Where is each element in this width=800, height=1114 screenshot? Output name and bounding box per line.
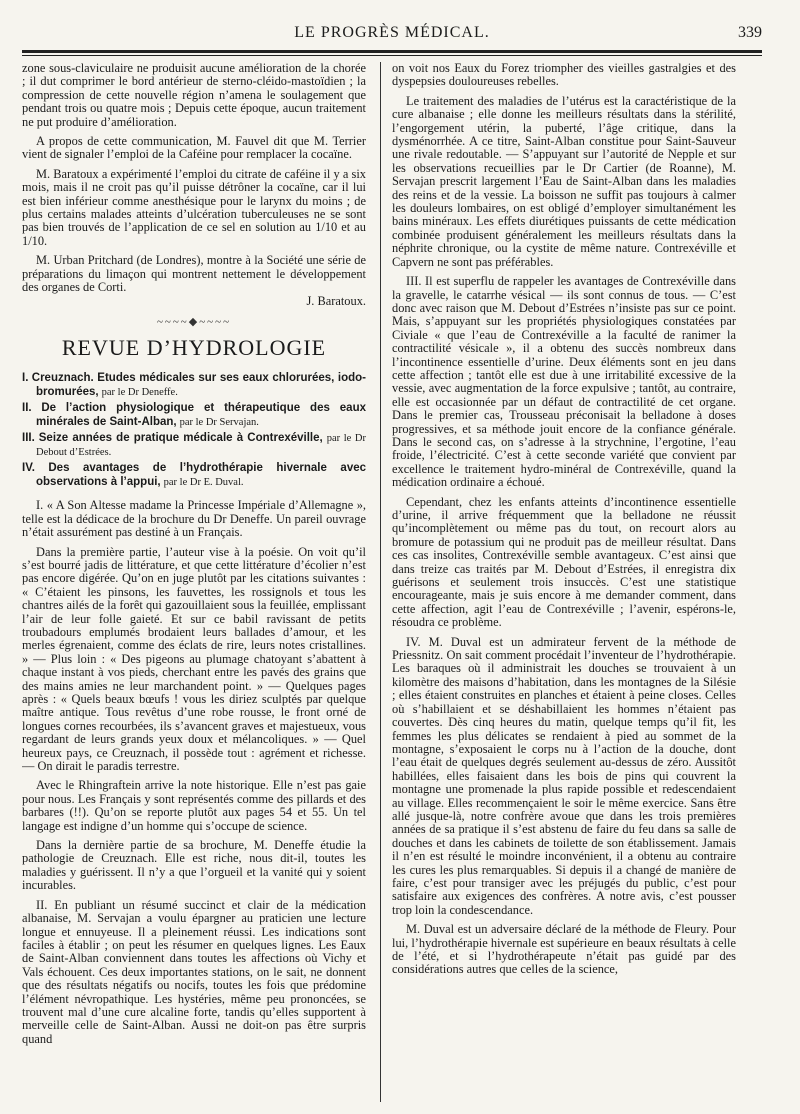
- toc-item: [22, 461, 366, 489]
- ornament-divider: ~~~~◆~~~~: [156, 315, 232, 328]
- paragraph: IV. M. Duval est un admirateur fervent de la méthode de Priessnitz. On sait comment procédait l’inventeur de l’hydrothérapie. Les baraques où il administrait les douches se trouvaient à un kilomètre des maisons d’habitation, dans les montagnes de la Silésie ; elles étaient construites en planches et étaient à peine closes. Celles où s’habillaient et se déshabillaient les hommes n’étaient pas couvertes. Dès cinq heures du matin, quelque temps qu’il fit, les femmes les plus délicates se rendaient à pied au sommet de la montagne, s’exposaient le corps nu à l’action de la douche, dont l’eau était de quelques degrés seulement au-dessus de zéro. Aussitôt habillées, elles faisaient dans les bois de pins qui couvrent la montagne une promenade la plus rapide possible et redescendaient au village. Elles recommençaient le soir le même exercice. Sans être allé jusque-là, notre confrère avoue que dans les trois premières années de sa pratique il s’est abstenu de faire du feu dans sa salle de douches et dans les cabinets de toilette de son établissement. Jamais il n’en est résulté le moindre inconvénient, il a obtenu au contraire les cures les plus remarquables. Si depuis il a changé de manière de faire, c’est pour transiger avec les préjugés du public, c’est pour satisfaire aux exigences des confrères. A notre avis, c’est pousser trop loin la condescendance.: [392, 634, 736, 917]
- signature: J. Baratoux.: [306, 293, 366, 308]
- toc-title: Des avantages de l’hydrothérapie hivernale avec observations à l’appui,: [36, 462, 366, 489]
- page-number: 339: [738, 24, 762, 41]
- paragraph: A propos de cette communication, M. Fauvel dit que M. Terrier vient de signaler l’emploi de la Caféine pour remplacer la cocaïne.: [22, 134, 366, 162]
- paragraph: M. Urban Pritchard (de Londres), montre à la Société une série de préparations du limaçon qui montrent nettement le développement des organes de Corti.: [22, 253, 366, 295]
- paragraph: I. « A Son Altesse madame la Princesse Impériale d’Allemagne », telle est la dédicace de la brochure du Dr Deneffe. Un pareil ouvrage n’était assurément pas destiné à un Français.: [22, 498, 366, 540]
- toc-author: par le Dr E. Duval.: [163, 477, 244, 489]
- paragraph: zone sous-claviculaire ne produisit aucune amélioration de la chorée ; il dut comprimer le bord antérieur de sterno-cléido-mastoïdien ; la compression de cette nouvelle région n’amena le soulagement que pendant trois ou quatre mois ; Depuis cette époque, aucun traitement ne put produire d’amélioration.: [22, 62, 366, 129]
- header-rule: [22, 50, 762, 53]
- toc-title: Seize années de pratique médicale à Contrexéville,: [38, 432, 323, 445]
- paragraph: M. Duval est un adversaire déclaré de la méthode de Fleury. Pour lui, l’hydrothérapie hivernale est supérieure en beaux résultats à celle de l’été, et si l’hydrothérapeute n’était pas guidé par des considérations autres que celles de la science,: [392, 922, 736, 977]
- toc-item: [22, 371, 366, 399]
- review-contents: [22, 371, 366, 489]
- section-title: REVUE D’HYDROLOGIE: [61, 335, 327, 361]
- toc-author: par le Dr Deneffe.: [101, 387, 178, 399]
- paragraph: Le traitement des maladies de l’utérus est la caractéristique de la cure albanaise ; elle donne les meilleurs résultats dans la stérilité, l’engorgement utérin, la puberté, l’âge critique, dans la dysménorrhée. A ce titre, Saint-Alban constitue pour Saint-Sauveur une rivale redoutable. — S’appuyant sur l’autorité de Nepple et sur les observations recueillies par le Dr Cartier (de Roanne), M. Servajan prescrit largement l’Eau de Saint-Alban dans les maladies des reins et de la vessie. La boisson ne suffit pas toujours à calmer les douleurs lombaires, on est obligé d’employer simultanément les bains minéraux. Les effets diurétiques puissants de cette médication combinée produisent généralement les meilleurs résultats dans la néphrite chronique, ou la cystite de même nature. Contrexéville et Capvern ne sont pas préférables.: [392, 93, 736, 269]
- paragraph: Dans la première partie, l’auteur vise à la poésie. On voit qu’il s’est bourré jadis de littérature, et que cette littérature d’écolier n’est pas encore digérée. Qu’on en juge plutôt par les citations suivantes : « C’étaient les pinsons, les fauvettes, les rossignols et tous les chantres ailés de la forêt qui gazouillaient sous la feuillée, emplissant l’air de leur folle gaieté. Et sur ce babil ravissant de petits troubadours emplumés brodaient leurs ballades d’amour, et les merles égrenaient, comme des éclats de rire, leurs notes cristallines. » — Plus loin : « Des pigeons au plumage chatoyant s’abattent à chaque instant à vos pieds, cherchant entre les pavés des grains que des mains amies ne leur marchandent point. » — Quelques pages après : « Quels beaux bœufs ! vous les diriez sculptés par quelque maître antique. Tous revêtus d’une robe rousse, le front orné de longues cornes recourbées, ils s’avancent graves et majestueux, vous regardant de leurs grands yeux doux et mélancoliques. » — Quel heureux pays, ce Creuznach, il possède tout : agrément et richesse. — On dirait le paradis terrestre.: [22, 544, 366, 774]
- toc-item: [22, 431, 366, 459]
- toc-item: [22, 401, 366, 429]
- paragraph: Cependant, chez les enfants atteints d’incontinence essentielle d’urine, il arrive fréquemment que la belladone ne réussit qu’incomplètement ou même pas du tout, on recourt alors au bromure de potassium qui ne produit pas de meilleur résultat. Dans ces cas insolites, Contrexéville semble avantageux. C’est ainsi que dans treize cas traités par M. Debout d’Estrées, il enregistra dix guérisons et seulement trois insuccès. C’est une statistique encourageante, mais je suis encore à me demander comment, dans cette affection, agit l’eau de Contrexéville ; l’avenir, espérons-le, résoudra ce problème.: [392, 494, 736, 630]
- left-column: [22, 62, 366, 1102]
- paragraph: on voit nos Eaux du Forez triompher des vieilles gastralgies et des dyspepsies douloureuses rebelles.: [392, 62, 736, 89]
- header-rule-thin: [22, 55, 762, 56]
- toc-author: par le Dr Servajan.: [179, 417, 259, 429]
- toc-number: IV.: [22, 462, 36, 475]
- paragraph: Avec le Rhingraftein arrive la note historique. Elle n’est pas gaie pour nous. Les Français y sont représentés comme des pillards et des barbares (!!). Qu’on se reporte plutôt aux pages 54 et 55. Un tel langage est indigne d’un homme qui s’occupe de science.: [22, 778, 366, 833]
- page-header: [22, 20, 762, 44]
- toc-author: par le Dr Debout d’Estrées.: [36, 433, 366, 459]
- journal-title: LE PROGRÈS MÉDICAL.: [294, 24, 490, 41]
- signature-line: [22, 295, 366, 308]
- toc-title: De l’action physiologique et thérapeutique des eaux minérales de Saint-Alban,: [36, 402, 366, 429]
- column-divider: [380, 62, 381, 1102]
- paragraph: II. En publiant un résumé succinct et clair de la médication albanaise, M. Servajan a voulu épargner au praticien une lecture longue et ennuyeuse. Il a pleinement réussi. Les indications sont faciles à établir ; on peut les résumer en quelques lignes. Les Eaux de Saint-Alban conviennent dans toutes les affections où Vichy et Vals échouent. Ces deux importantes stations, on le sait, ne donnent que des résultats négatifs ou nocifs, toutes les fois que prédomine l’élément névropathique. Les hystéries, même peu prononcées, se trouvent mal d’une cure alcaline forte, tandis qu’elles supportent à merveille celle de Saint-Alban. Aussi ne doit-on pas être surpris quand: [22, 897, 366, 1046]
- toc-number: III.: [22, 432, 35, 445]
- toc-number: I.: [22, 372, 29, 385]
- toc-number: II.: [22, 402, 32, 415]
- toc-title: Creuznach. Etudes médicales sur ses eaux chlorurées, iodo-bromurées,: [31, 372, 366, 399]
- paragraph: M. Baratoux a expérimenté l’emploi du citrate de caféine il y a six mois, mais il ne croit pas qu’il puisse détrôner la cocaïne, car il lui est bien inférieur comme anesthésique pour le larynx du moins ; de plus certains malades atteints d’ulcération tuberculeuses ne se sont pas bien trouvés de l’application de ce sel en solution au 1/10 et au 1/10.: [22, 166, 366, 248]
- right-column: [392, 62, 736, 1102]
- paragraph: III. Il est superflu de rappeler les avantages de Contrexéville dans la gravelle, le catarrhe vésical — ils sont connus de tous. — C’est donc avec raison que M. Debout d’Estrées n’insiste pas sur ce point. Mais, s’appuyant sur les propriétés physiologiques constatées par Civiale « que l’eau de Contrexéville a la faculté de ranimer la contractilité vésicale », il a obtenu des succès nombreux dans l’incontinence essentielle d’urine. Deux éléments sont en jeu dans cette affection ; tantôt elle est due à une irritabilité excessive de la vessie, avec augmentation de la force expulsive ; tantôt, au contraire, elle est occasionnée par un défaut de contractilité de cet organe. Dans le premier cas, Trousseau préconisait la belladone à doses progressives, et sa méthode jouit encore de la confiance générale. Dans le second cas, on s’adresse à la strychnine, l’ergotine, l’eau froide, l’électricité. C’est à cette seconde variété que convient par excellence le traitement hydro-minéral de Contrexéville, quand la médication ordinaire a échoué.: [392, 274, 736, 490]
- paragraph: Dans la dernière partie de sa brochure, M. Deneffe étudie la pathologie de Creuznach. Elle est riche, nous dit-il, toutes les maladies y guérissent. Il n’y a que l’orgueil et la vanité qui y soient incurables.: [22, 838, 366, 893]
